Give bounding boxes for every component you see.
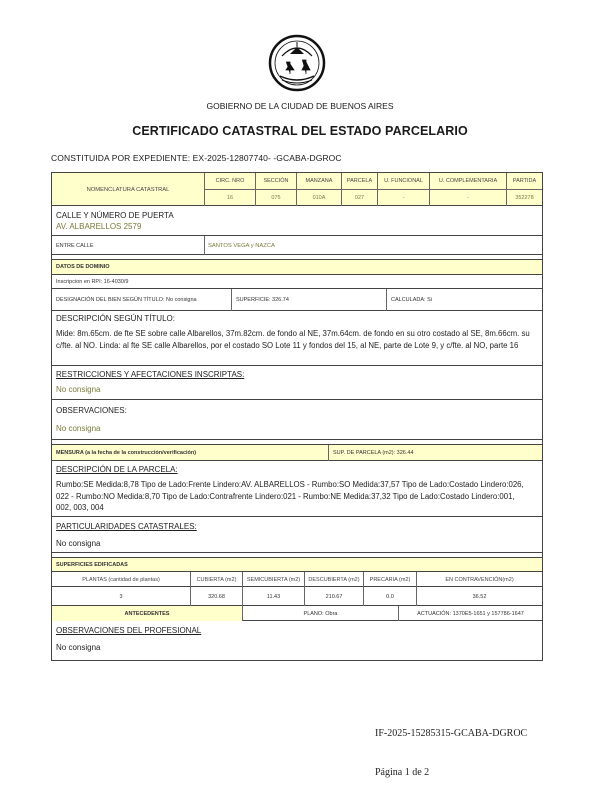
val-manzana: 010A [297,190,342,206]
entre-calle-value: SANTOS VEGA y NAZCA [208,242,275,249]
particularidades-section [52,517,542,553]
val-contravencion: 36.52 [472,593,487,600]
restricciones-label: RESTRICCIONES Y AFECTACIONES INSCRIPTAS: [56,370,245,379]
city-seal [268,34,326,92]
entre-calle-label: ENTRE CALLE [52,236,205,255]
dominio-header [52,260,542,275]
nomenclatura-label: NOMENCLATURA CATASTRAL [52,173,205,206]
descripcion-parcela-section [52,461,542,517]
document-id: IF-2025-15285315-GCABA-DGROC [375,728,528,739]
observaciones-label: OBSERVACIONES: [56,406,127,415]
observaciones-profesional-section [52,621,542,660]
designacion-label: DESIGNACIÓN DEL BIEN SEGÚN TÍTULO: No consigna [52,289,232,311]
col-parcela: PARCELA [342,173,378,189]
designacion-row [52,289,542,311]
page-number: Página 1 de 2 [375,767,430,778]
val-uf: - [378,190,430,206]
superficies-label: SUPERFICIES EDIFICADAS [56,562,128,568]
mensura-sup: SUP. DE PARCELA (m2): 326.44 [333,450,414,456]
col-semicubierta: SEMICUBIERTA (m2) [243,572,305,587]
col-manzana: MANZANA [297,173,342,189]
particularidades-label: PARTICULARIDADES CATASTRALES: [56,522,197,531]
inscripcion-row [52,275,542,289]
antecedentes-actuacion: ACTUACIÓN: 1370E5-1651 y 157786-1647 [417,610,524,617]
descripcion-parcela-text: Rumbo:SE Medida:8,78 Tipo de Lado:Frente Lindero:AV. ALBARELLOS - Rumbo:SO Medida:37,57 Tipo de Lado:Costado Lindero:026, 022 - Rumbo:NO Medida:8,70 Tipo de Lado:Contrafrente Lindero:021 - Rumbo:NE Medida:37,32 Tipo de Lado:Costado Lindero:001, 002, 003, 004 [56,480,524,512]
calle-label: CALLE Y NÚMERO DE PUERTA [56,211,174,220]
antecedentes-label: ANTECEDENTES [52,606,243,621]
val-cubierta: 320.68 [191,587,243,606]
restricciones-value: No consigna [56,385,101,394]
mensura-row [52,445,542,461]
col-precaria: PRECARIA (m2) [364,572,417,587]
antecedentes-row [52,606,542,621]
document-title: CERTIFICADO CATASTRAL DEL ESTADO PARCELARIO [132,124,468,138]
col-circ: CIRC. NRO [205,173,256,189]
descripcion-titulo-text: Mide: 8m.65cm. de fte SE sobre calle Albarellos, 37m.82cm. de fondo al NE, 37m.64cm. de fondo en su otro costado al SE, 8m.66cm. su c/fte. al NO. Linda: al fte SE calle Albarellos, por el costado SO Lote 11 y fondos del 15, al NE, parte de Lote 9, y c/fte. al NO, parte 16 [56,329,530,350]
col-contravencion: EN CONTRAVENCIÓN(m2) [445,576,514,583]
superficies-header [52,558,542,572]
observaciones-value: No consigna [56,424,101,433]
val-semicubierta: 11.43 [243,587,305,606]
government-name: GOBIERNO DE LA CIUDAD DE BUENOS AIRES [206,101,394,111]
particularidades-value: No consigna [56,539,101,548]
val-uc: - [430,190,507,206]
val-precaria: 0.0 [364,587,417,606]
mensura-label: MENSURA (a la fecha de la construcción/verificación) [52,445,329,461]
certificate-form [51,172,543,661]
observaciones-profesional-label: OBSERVACIONES DEL PROFESIONAL [56,626,202,635]
col-uf: U. FUNCIONAL [378,173,430,189]
col-seccion: SECCIÓN [256,173,297,189]
col-uc: U. COMPLEMENTARIA [430,173,507,189]
val-descubierta: 210.67 [305,587,364,606]
descripcion-parcela-label: DESCRIPCIÓN DE LA PARCELA: [56,465,178,474]
col-plantas: PLANTAS (cantidad de plantas) [52,572,191,587]
superficies-values [52,587,542,606]
calle-section [52,206,542,236]
superficies-columns [52,572,542,587]
val-circ: 16 [205,190,256,206]
expediente-line: CONSTITUIDA POR EXPEDIENTE: EX-2025-12807740- -GCABA-DGROC [51,153,342,163]
inscripcion-value: Inscripcion en RPI: 16-4030/9 [56,279,129,285]
val-partida: 352278 [515,195,534,201]
val-seccion: 075 [256,190,297,206]
descripcion-titulo-section [52,311,542,366]
antecedentes-plano: PLANO: Obra [243,606,399,621]
col-partida: PARTIDA [512,178,537,184]
val-parcela: 027 [342,190,378,206]
calculada-value: CALCULADA: Si [391,297,432,303]
descripcion-titulo-label: DESCRIPCIÓN SEGÚN TÍTULO: [56,314,175,323]
dominio-label: DATOS DE DOMINIO [56,264,110,270]
observaciones-profesional-value: No consigna [56,643,101,652]
nomenclatura-section [52,173,542,206]
val-plantas: 3 [52,587,191,606]
col-cubierta: CUBIERTA (m2) [191,572,243,587]
observaciones-section [52,400,542,440]
superficie-value: SUPERFICIE: 326.74 [232,289,387,311]
entre-calle-section [52,236,542,255]
calle-value: AV. ALBARELLOS 2579 [56,222,142,231]
col-descubierta: DESCUBIERTA (m2) [305,572,364,587]
restricciones-section [52,366,542,400]
